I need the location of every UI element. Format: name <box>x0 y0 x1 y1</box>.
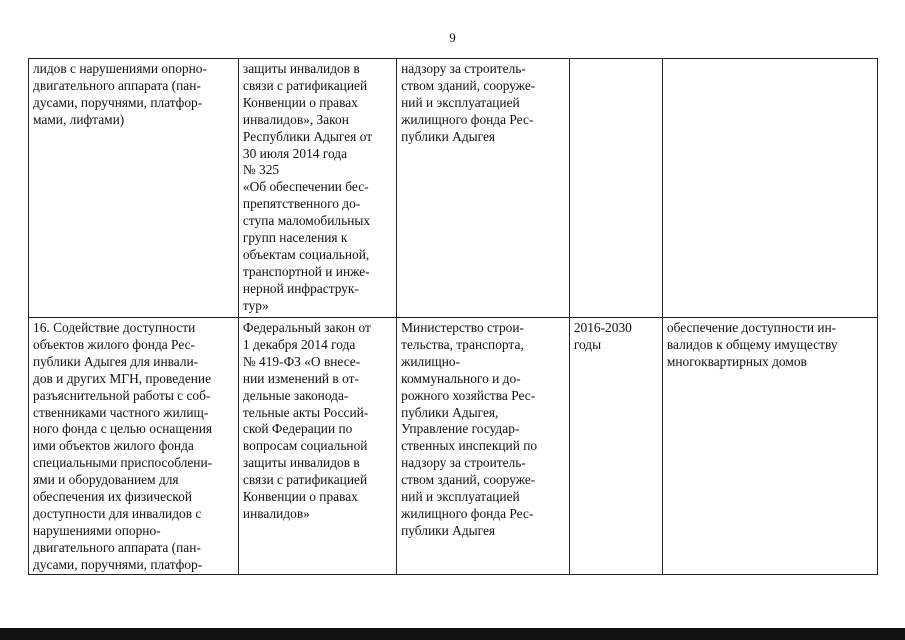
cell-text-line: доступности для инвалидов с <box>33 505 202 521</box>
cell-text-line: дусами, поручнями, платфор- <box>33 94 203 110</box>
cell-text-line: ний и эксплуатацией <box>401 489 520 505</box>
cell-text-line: ственных инспекций по <box>401 438 538 454</box>
cell-text-line: 16. Содействие доступности <box>33 320 196 335</box>
cell-text-line: инвалидов» <box>242 505 310 521</box>
cell-text-line: Федеральный закон от <box>242 320 371 335</box>
cell-text-line: жилищного фонда Рес- <box>401 111 534 127</box>
cell-text-line: связи с ратификацией <box>242 472 368 488</box>
cell-text-line: специальными приспособлени- <box>33 455 213 471</box>
cell-text-line: Республики Адыгея от <box>242 128 373 144</box>
cell-text-line: объектам социальной, <box>242 246 370 262</box>
cell-text-line: тельства, транспорта, <box>401 336 524 352</box>
cell-measure <box>29 59 239 318</box>
cell-text-line: ством зданий, сооруже- <box>401 77 536 93</box>
cell-text-line: обеспечение доступности ин- <box>666 320 837 335</box>
cell-text-line: Управление государ- <box>401 421 520 437</box>
cell-text-line: жилищного фонда Рес- <box>401 505 534 521</box>
measures-table <box>28 58 878 575</box>
cell-text-line: № 419-ФЗ «О внесе- <box>242 353 361 369</box>
cell-result <box>662 59 877 318</box>
cell-text-line: лидов с нарушениями опорно- <box>33 61 207 76</box>
cell-text-line: тельные акты Россий- <box>242 404 369 420</box>
cell-text-line: ими объектов жилого фонда <box>33 438 194 454</box>
cell-period <box>569 59 662 318</box>
cell-text-line: валидов к общему имуществу <box>666 336 838 352</box>
cell-text-line: «Об обеспечении бес- <box>242 179 369 195</box>
cell-text-line: препятственного до- <box>242 196 361 212</box>
cell-text-line: нарушениями опорно- <box>33 522 161 538</box>
cell-text-line: дов и других МГН, проведение <box>33 370 212 386</box>
cell-text-line: объектов жилого фонда Рес- <box>33 336 196 352</box>
cell-text-line: публики Адыгея для инвали- <box>33 353 199 369</box>
cell-responsible <box>397 59 570 318</box>
cell-text-line: публики Адыгея, <box>401 404 499 420</box>
cell-text-line: ступа маломобильных <box>242 213 371 229</box>
cell-text-line: 1 декабря 2014 года <box>242 336 356 352</box>
cell-text-line: дусами, поручнями, платфор- <box>33 556 203 572</box>
cell-text-line: тур» <box>242 297 269 313</box>
cell-text-line: ний и эксплуатацией <box>401 94 520 110</box>
cell-text-line: ями и оборудованием для <box>33 472 179 488</box>
cell-text-line: 30 июля 2014 года <box>242 145 348 161</box>
cell-text-line: ственниками частного жилищ- <box>33 404 209 420</box>
cell-text-line: инвалидов», Закон <box>242 111 349 127</box>
cell-responsible <box>397 318 570 575</box>
cell-period <box>569 318 662 575</box>
cell-text-line: 2016-2030 <box>573 320 632 335</box>
cell-result <box>662 318 877 575</box>
cell-text-line: вопросам социальной <box>242 438 368 454</box>
cell-text-line: жилищно- <box>401 353 461 369</box>
cell-text-line: двигательного аппарата (пан- <box>33 77 201 93</box>
cell-text-line: защиты инвалидов в <box>242 61 360 76</box>
cell-text-line: ного фонда с целью оснащения <box>33 421 213 437</box>
cell-text-line: Конвенции о правах <box>242 94 358 110</box>
table-row <box>29 59 878 318</box>
cell-measure <box>29 318 239 575</box>
cell-text-line: связи с ратификацией <box>242 77 368 93</box>
cell-legal-basis <box>238 59 396 318</box>
cell-text-line: ской Федерации по <box>242 421 353 437</box>
cell-text-line: публики Адыгея <box>401 522 496 538</box>
cell-text-line: защиты инвалидов в <box>242 455 360 471</box>
page-number: 9 <box>449 30 456 45</box>
cell-text-line: дельные законода- <box>242 387 349 403</box>
cell-text-line: годы <box>573 336 602 352</box>
scan-edge-bar <box>0 628 905 640</box>
cell-text-line: транспортной и инже- <box>242 263 370 279</box>
cell-text-line: Конвенции о правах <box>242 489 358 505</box>
cell-text-line: ством зданий, сооруже- <box>401 472 536 488</box>
cell-text-line: коммунального и до- <box>401 370 521 386</box>
cell-legal-basis <box>238 318 396 575</box>
cell-text-line: нерной инфраструк- <box>242 280 359 296</box>
cell-text-line: разъяснительной работы с соб- <box>33 387 211 403</box>
table-row <box>29 318 878 575</box>
cell-text-line: двигательного аппарата (пан- <box>33 539 201 555</box>
cell-text-line: Министерство строи- <box>401 320 525 335</box>
cell-text-line: надзору за строитель- <box>401 61 526 76</box>
cell-text-line: надзору за строитель- <box>401 455 526 471</box>
cell-text-line: нии изменений в от- <box>242 370 359 386</box>
cell-text-line: мами, лифтами) <box>33 111 125 127</box>
cell-text-line: публики Адыгея <box>401 128 496 144</box>
cell-text-line: № 325 <box>242 162 280 178</box>
cell-text-line: многоквартирных домов <box>666 353 807 369</box>
cell-text-line: групп населения к <box>242 230 348 246</box>
cell-text-line: рожного хозяйства Рес- <box>401 387 536 403</box>
cell-text-line: обеспечения их физической <box>33 489 192 505</box>
